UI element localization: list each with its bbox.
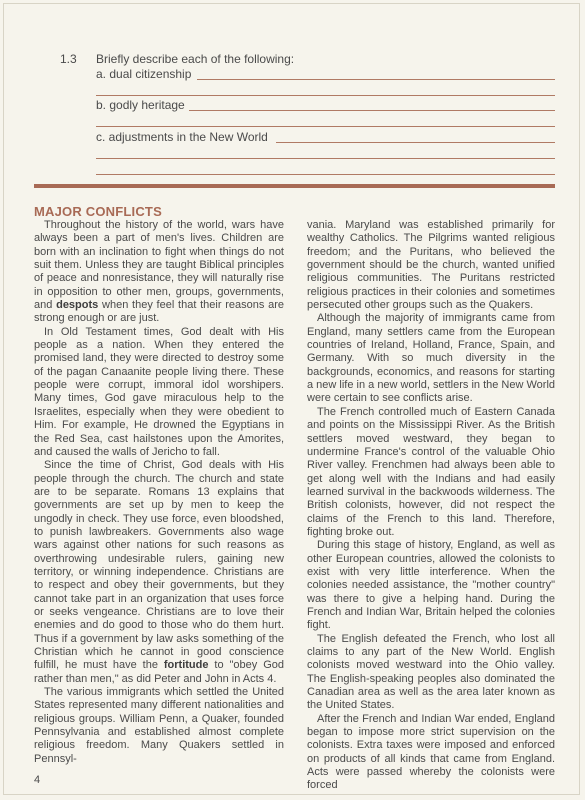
paragraph: After the French and Indian War ended, England began to impose more strict supervision on the colonists. Extra taxes were imposed and enforced on products of all kinds that came from England. Acts were passed whereby the colonists were forced xyxy=(307,712,555,792)
paragraph: The English defeated the French, who lost all claims to any part of the New World. English colonists moved westward into the Ohio valley. The English-speaking peoples also dominated the Canadian area as well as the area later known as the United States. xyxy=(307,632,555,712)
paragraph: Although the majority of immigrants came from England, many settlers came from the European countries of Ireland, Holland, France, Spain, and Germany. With so much diversity in the backgrounds, economics, and reasons for starting a new life in a new world, settlers in the New World were certain to see conflicts arise. xyxy=(307,312,556,405)
paragraph: In Old Testament times, God dealt with His people as a nation. When they entered the promised land, they were directed to destroy some of the pagan Canaanite people living there. These people were corrupt, immoral idol worshipers. Many times, God gave miraculous help to the Israelites, especially when they were obedient to Him. For example, He drowned the Egyptians in the Red Sea, cast hailstones upon the Amorites, and caused the walls of Jericho to fall. xyxy=(34,325,284,458)
answer-line[interactable] xyxy=(276,142,555,143)
exercise-item-a: a. dual citizenship xyxy=(96,67,192,81)
answer-line[interactable] xyxy=(189,110,555,111)
vocabulary-term: despots xyxy=(56,299,99,312)
exercise-item-b: b. godly heritage xyxy=(96,98,185,112)
section-heading: MAJOR CONFLICTS xyxy=(34,204,162,219)
paragraph: Since the time of Christ, God deals with His people through the church. The church and state are to be separate. Romans 13 explains that governments are set up by men to keep the ungodly in check. They use force, even bloodshed, to punish lawbreakers. Governments also wage wars against other nations for such reasons as overthrowing undesirable rulers, gaining new territory, or winning independence. Christians are to respect and obey their governments, but they cannot take part in an organization that uses force or seeks vengeance. Christians are to love their enemies and do good to those who do them hurt. Thus if a government by law asks something of the Christian which he cannot in good conscience fulfill, he must have the fortitude to "obey God rather than men," as did Peter and John in Acts 4. xyxy=(34,459,284,685)
answer-line[interactable] xyxy=(96,95,555,96)
paragraph: During this stage of history, England, as well as other European countries, allowed the colonists to exist with very little interference. When the colonies needed assistance, the "mother country" was there to give a helping hand. During the French and Indian War, Britain helped the colonies fight. xyxy=(307,539,555,632)
vocabulary-term: fortitude xyxy=(163,659,209,672)
answer-line[interactable] xyxy=(96,158,555,159)
page-number: 4 xyxy=(34,774,41,786)
paragraph: The various immigrants which settled the United States represented many different nationalities and religious groups. William Penn, a Quaker, founded Pennsylvania and established almost complete religious freedom. Many Quakers settled in Pennsyl- xyxy=(34,686,284,765)
left-column xyxy=(34,219,284,766)
answer-line[interactable] xyxy=(96,174,555,175)
section-rule xyxy=(34,184,555,188)
paragraph: The French controlled much of Eastern Canada and points on the Mississippi River. As the British settlers moved westward, they began to undermine France's control of the valuable Ohio River valley. Frenchmen had always been able to get along well with the Indians and had easily learned survival in the backwoods wilderness. The British colonists, however, did not respect the claims of the French to this land. Therefore, fighting broke out. xyxy=(307,405,555,538)
exercise-number: 1.3 xyxy=(60,52,77,66)
answer-line[interactable] xyxy=(96,126,555,127)
exercise-item-c: c. adjustments in the New World xyxy=(96,130,268,144)
exercise-prompt: Briefly describe each of the following: xyxy=(96,52,295,66)
right-column xyxy=(307,219,555,793)
paragraph: Throughout the history of the world, wars have always been a part of men's lives. Children are born with an inclination to fight when things do not suit them. Unless they are taught Biblical principles of peace and nonresistance, they will naturally rise in opposition to other men, groups, governments, and despots when they feel that their reasons are strong enough or are just. xyxy=(34,219,284,325)
answer-line[interactable] xyxy=(197,79,555,80)
paragraph: vania. Maryland was established primarily for wealthy Catholics. The Pilgrims wanted religious freedom; and the Puritans, who believed the government should be the church, wanted unified religious communities. The Puritans restricted religious practices in their colonies and sometimes persecuted other groups such as the Quakers. xyxy=(307,219,555,312)
